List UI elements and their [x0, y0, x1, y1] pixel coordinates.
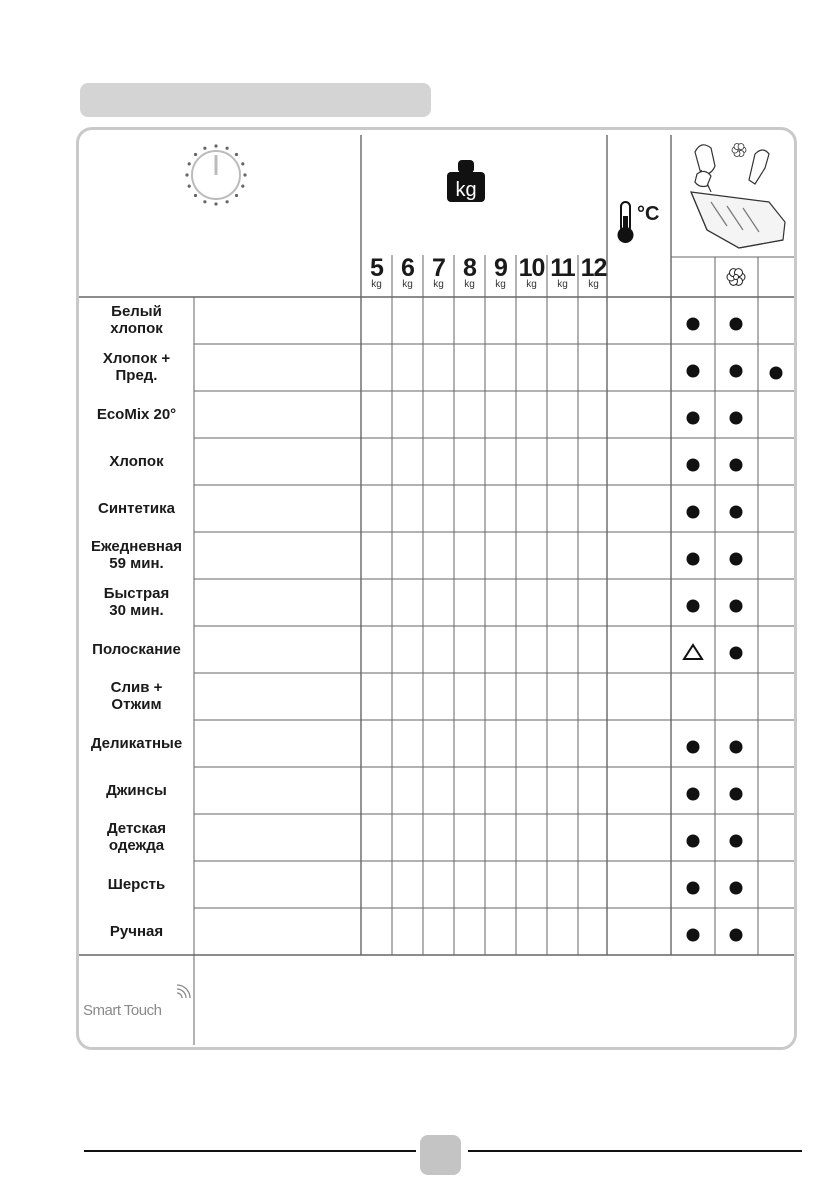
footer-rule-right	[468, 1150, 802, 1152]
thermometer-icon	[618, 202, 634, 243]
detergent-drawer-icon	[691, 144, 785, 248]
program-name	[79, 350, 194, 384]
program-name-line1: Деликатные	[90, 735, 183, 752]
load-value: 7	[432, 254, 445, 282]
program-name	[79, 876, 194, 893]
load-value: 12	[580, 254, 607, 282]
program-name	[79, 782, 194, 799]
load-unit: kg	[526, 279, 537, 290]
compartment-1-dot	[687, 741, 700, 754]
load-column-10	[516, 256, 547, 290]
compartment-2-dot	[730, 600, 743, 613]
load-value: 6	[401, 254, 414, 282]
program-name-line2: одежда	[108, 837, 165, 854]
temperature-header: °C	[637, 203, 660, 225]
load-unit: kg	[495, 279, 506, 290]
compartment-1-dot	[687, 365, 700, 378]
footer-rule-left	[84, 1150, 416, 1152]
program-name-line1: EcoMix 20°	[96, 406, 177, 423]
program-name	[79, 500, 194, 517]
compartment-2-dot	[730, 506, 743, 519]
compartment-2-dot	[730, 553, 743, 566]
program-name	[79, 679, 194, 713]
compartment-1-dot	[687, 835, 700, 848]
softener-flower-icon	[727, 269, 745, 286]
program-name	[79, 538, 194, 572]
compartment-2-dot	[730, 318, 743, 331]
program-name-line1: Быстрая	[103, 585, 170, 602]
compartment-2-dot	[730, 459, 743, 472]
program-name-line1: Джинсы	[106, 782, 167, 799]
load-value: 5	[370, 254, 383, 282]
load-value: 8	[463, 254, 476, 282]
svg-text:kg: kg	[455, 179, 477, 201]
program-name-line1: Слив +	[110, 679, 163, 696]
load-column-5	[361, 256, 392, 290]
load-value: 11	[550, 254, 575, 282]
section-title-bar	[80, 83, 431, 117]
compartment-2-dot	[730, 835, 743, 848]
program-name	[79, 820, 194, 854]
program-name-line1: Хлопок +	[102, 350, 171, 367]
program-name-line2: Отжим	[111, 696, 162, 713]
compartment-2-dot	[730, 882, 743, 895]
program-name	[79, 735, 194, 752]
compartment-1-dot	[687, 600, 700, 613]
load-value: 9	[494, 254, 507, 282]
load-unit: kg	[588, 279, 599, 290]
smart-touch-signal-icon	[177, 985, 190, 998]
load-unit: kg	[464, 279, 475, 290]
load-column-8	[454, 256, 485, 290]
compartment-1-dot	[687, 788, 700, 801]
program-name-line2: 59 мин.	[109, 555, 164, 572]
load-unit: kg	[402, 279, 413, 290]
load-unit: kg	[557, 279, 568, 290]
compartment-1-dot	[687, 318, 700, 331]
program-name	[79, 923, 194, 940]
compartment-1-dot	[687, 459, 700, 472]
program-name-line1: Белый	[111, 303, 162, 320]
compartment-1-dot	[687, 553, 700, 566]
compartment-1-triangle	[684, 645, 702, 659]
program-table	[76, 127, 797, 1050]
program-name	[79, 303, 194, 337]
compartment-1-dot	[687, 929, 700, 942]
load-value: 10	[518, 254, 545, 282]
compartment-2-dot	[730, 741, 743, 754]
program-name-line2: Пред.	[115, 367, 158, 384]
program-name	[79, 453, 194, 470]
compartment-1-dot	[687, 506, 700, 519]
program-name-line1: Полоскание	[92, 641, 181, 658]
load-unit: kg	[371, 279, 382, 290]
program-name-line1: Ручная	[109, 923, 164, 940]
load-column-6	[392, 256, 423, 290]
load-unit: kg	[433, 279, 444, 290]
program-name-line1: Шерсть	[107, 876, 166, 893]
program-name-line1: Детская	[106, 820, 167, 837]
weight-kg-icon	[447, 160, 485, 202]
program-name-line1: Хлопок	[109, 453, 164, 470]
program-name	[79, 585, 194, 619]
page-number-tab	[420, 1135, 461, 1175]
program-name-line2: 30 мин.	[109, 602, 164, 619]
compartment-2-dot	[730, 647, 743, 660]
smart-touch-label: Smart Touch	[83, 1002, 162, 1019]
compartment-1-dot	[687, 412, 700, 425]
compartment-2-dot	[730, 929, 743, 942]
program-dial-icon	[185, 144, 246, 205]
compartment-2-dot	[730, 365, 743, 378]
program-name	[79, 641, 194, 658]
compartment-2-dot	[730, 788, 743, 801]
compartment-2-dot	[730, 412, 743, 425]
program-name-line1: Синтетика	[97, 500, 176, 517]
program-name-line2: хлопок	[110, 320, 163, 337]
program-name-line1: Ежедневная	[90, 538, 183, 555]
load-column-9	[485, 256, 516, 290]
load-column-11	[547, 256, 578, 290]
compartment-1-dot	[687, 882, 700, 895]
load-column-7	[423, 256, 454, 290]
program-name	[79, 406, 194, 423]
load-column-12	[578, 256, 609, 290]
compartment-3-dot	[770, 367, 783, 380]
